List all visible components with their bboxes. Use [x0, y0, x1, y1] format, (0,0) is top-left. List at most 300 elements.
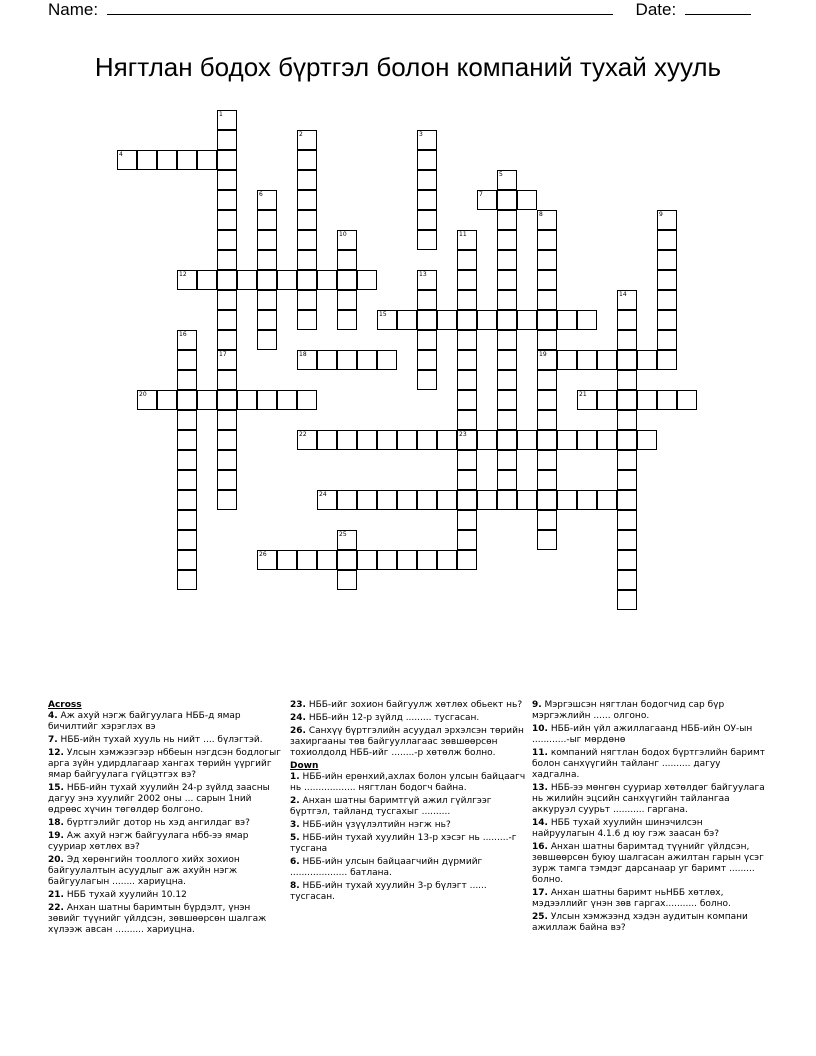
page-title: Нягтлан бодох бүртгэл болон компаний тухай хууль — [94, 52, 722, 82]
crossword-cell[interactable] — [537, 210, 557, 230]
crossword-cell[interactable] — [437, 310, 457, 330]
crossword-cell[interactable] — [617, 310, 637, 330]
crossword-cell[interactable] — [337, 250, 357, 270]
crossword-cell[interactable] — [617, 590, 637, 610]
crossword-cell[interactable] — [457, 350, 477, 370]
clue-text: Эд хөрөнгийн тооллого хийх зохион байгуулалтын асуудлыг аж ахуйн нэгж байгуулагын ........ хариуцна. — [48, 855, 240, 887]
crossword-cell[interactable] — [197, 390, 217, 410]
crossword-cell[interactable] — [417, 350, 437, 370]
crossword-cell[interactable] — [497, 290, 517, 310]
crossword-cell[interactable] — [297, 390, 317, 410]
crossword-cell[interactable] — [377, 350, 397, 370]
clue-number-label: 3. — [290, 820, 300, 830]
clue-item — [48, 711, 284, 733]
clue-number-label: 13. — [532, 783, 548, 793]
crossword-cell[interactable] — [457, 290, 477, 310]
crossword-cell[interactable] — [517, 310, 537, 330]
crossword-cell[interactable] — [617, 410, 637, 430]
crossword-cell[interactable] — [457, 330, 477, 350]
crossword-cell[interactable] — [417, 230, 437, 250]
clue-text: Анхан шатны баримт ньНББ хөтлөх, мэдээллийг үнэн зөв гаргах........... болно. — [532, 888, 731, 909]
crossword-cell[interactable] — [277, 390, 297, 410]
crossword-cell[interactable] — [217, 130, 237, 150]
crossword-cell[interactable] — [417, 330, 437, 350]
clue-item — [48, 831, 284, 853]
crossword-cell[interactable] — [497, 330, 517, 350]
crossword-cell[interactable] — [657, 270, 677, 290]
crossword-cell[interactable] — [137, 390, 157, 410]
clue-text: НББ-ийн ерөнхий,ахлах болон улсын байцаагч нь .................. нягтлан бодогч байна. — [290, 772, 526, 793]
crossword-cell[interactable] — [417, 190, 437, 210]
crossword-cell[interactable] — [217, 230, 237, 250]
crossword-cell[interactable] — [457, 370, 477, 390]
crossword-cell[interactable] — [517, 190, 537, 210]
crossword-cell[interactable] — [397, 430, 417, 450]
crossword-cell[interactable] — [257, 250, 277, 270]
crossword-cell[interactable] — [517, 430, 537, 450]
crossword-cell[interactable] — [337, 490, 357, 510]
crossword-cell[interactable] — [457, 230, 477, 250]
clue-item — [290, 700, 526, 711]
crossword-cell[interactable] — [257, 290, 277, 310]
crossword-cell[interactable] — [577, 490, 597, 510]
clue-text: Анхан шатны баримтын бүрдэлт, үнэн зөвийг түүнийг үйлдсэн, зөвшөөрсөн шалгаж хүлээж авсан .......... хариуцна. — [48, 903, 267, 935]
crossword-cell[interactable] — [217, 250, 237, 270]
crossword-cell[interactable] — [297, 550, 317, 570]
crossword-cell[interactable] — [537, 530, 557, 550]
crossword-cell[interactable] — [497, 270, 517, 290]
crossword-cell[interactable] — [177, 330, 197, 350]
crossword-cell[interactable] — [297, 350, 317, 370]
crossword-cell[interactable] — [217, 490, 237, 510]
clue-text: Анхан шатны баримтгүй ажил гүйлгээг бүртгэл, тайланд тусгахыг .......... — [290, 796, 492, 817]
crossword-cell[interactable] — [597, 350, 617, 370]
crossword-cell[interactable] — [437, 550, 457, 570]
clues-column-2 — [290, 700, 526, 905]
crossword-cell[interactable] — [557, 490, 577, 510]
crossword-cell[interactable] — [557, 350, 577, 370]
clue-item — [290, 820, 526, 831]
clue-item — [48, 818, 284, 829]
clue-number: 12 — [179, 271, 187, 278]
clue-number: 3 — [419, 131, 423, 138]
crossword-cell[interactable] — [417, 170, 437, 190]
crossword-cell[interactable] — [337, 430, 357, 450]
crossword-cell[interactable] — [237, 390, 257, 410]
crossword-cell[interactable] — [617, 430, 637, 450]
clue-number-label: 23. — [290, 700, 306, 710]
crossword-cell[interactable] — [497, 450, 517, 470]
crossword-cell[interactable] — [337, 550, 357, 570]
clue-text: Аж ахуй нэгж байгуулага НББ-д ямар бичилтийг хэрэглэх вэ — [48, 711, 241, 732]
crossword-cell[interactable] — [637, 430, 657, 450]
clue-number: 13 — [419, 271, 427, 278]
crossword-cell[interactable] — [257, 390, 277, 410]
clue-item — [48, 890, 284, 901]
crossword-cell[interactable] — [537, 370, 557, 390]
down-heading: Down — [290, 761, 319, 771]
crossword-cell[interactable] — [217, 150, 237, 170]
crossword-cell[interactable] — [337, 530, 357, 550]
clue-text: Анхан шатны баримтад түүнийг үйлдсэн, зөвшөөрсөн буюу шалгасан ажилтан гарын үсэг зурж тамга тэмдэг дарсанаар уг баримт ......... болно. — [532, 842, 764, 885]
crossword-cell[interactable] — [657, 230, 677, 250]
crossword-cell[interactable] — [197, 270, 217, 290]
crossword-cell[interactable] — [477, 310, 497, 330]
crossword-cell[interactable] — [357, 270, 377, 290]
crossword-cell[interactable] — [457, 430, 477, 450]
crossword-cell[interactable] — [297, 310, 317, 330]
crossword-cell[interactable] — [457, 550, 477, 570]
crossword-cell[interactable] — [337, 270, 357, 290]
crossword-cell[interactable] — [477, 430, 497, 450]
crossword-cell[interactable] — [457, 310, 477, 330]
crossword-cell[interactable] — [677, 390, 697, 410]
crossword-cell[interactable] — [557, 310, 577, 330]
clue-text: НББ-ийн үйл ажиллагаанд НББ-ийн ОУ-ын ............-ыг мөрдөнө — [532, 724, 753, 745]
crossword-cell[interactable] — [257, 330, 277, 350]
crossword-cell[interactable] — [177, 450, 197, 470]
clue-item — [532, 818, 768, 840]
crossword-cell[interactable] — [177, 370, 197, 390]
crossword-cell[interactable] — [617, 570, 637, 590]
crossword-cell[interactable] — [217, 190, 237, 210]
crossword-cell[interactable] — [317, 270, 337, 290]
clue-item — [532, 700, 768, 722]
crossword-cell[interactable] — [217, 350, 237, 370]
crossword-cell[interactable] — [497, 370, 517, 390]
crossword-cell[interactable] — [137, 150, 157, 170]
crossword-cell[interactable] — [457, 470, 477, 490]
crossword-cell[interactable] — [217, 210, 237, 230]
crossword-cell[interactable] — [177, 510, 197, 530]
crossword-cell[interactable] — [257, 270, 277, 290]
crossword-cell[interactable] — [257, 190, 277, 210]
crossword-cell[interactable] — [437, 490, 457, 510]
crossword-cell[interactable] — [317, 350, 337, 370]
crossword-cell[interactable] — [497, 430, 517, 450]
clue-number-label: 4. — [48, 711, 58, 721]
crossword-cell[interactable] — [537, 490, 557, 510]
crossword-cell[interactable] — [537, 410, 557, 430]
clue-text: НББ-ийн 12-р зүйлд ......... тусгасан. — [305, 713, 480, 723]
crossword-cell[interactable] — [157, 150, 177, 170]
crossword-cell[interactable] — [457, 510, 477, 530]
clue-number-label: 22. — [48, 903, 64, 913]
crossword-cell[interactable] — [377, 550, 397, 570]
crossword-cell[interactable] — [657, 390, 677, 410]
crossword-cell[interactable] — [217, 330, 237, 350]
crossword-cell[interactable] — [577, 430, 597, 450]
crossword-cell[interactable] — [537, 230, 557, 250]
crossword-cell[interactable] — [617, 390, 637, 410]
clue-item — [532, 748, 768, 781]
crossword-cell[interactable] — [297, 170, 317, 190]
crossword-cell[interactable] — [537, 470, 557, 490]
clue-number-label: 17. — [532, 888, 548, 898]
crossword-cell[interactable] — [637, 390, 657, 410]
clues-column-3 — [532, 700, 768, 936]
clue-text: НББ-ийн тухай хуулийн 13-р хэсэг нь .........-г тусгана — [290, 833, 517, 854]
crossword-cell[interactable] — [217, 450, 237, 470]
clues-column-1 — [48, 700, 284, 938]
crossword-cell[interactable] — [637, 350, 657, 370]
clue-number-label: 25. — [532, 912, 548, 922]
crossword-cell[interactable] — [597, 430, 617, 450]
crossword-cell[interactable] — [497, 390, 517, 410]
crossword-cell[interactable] — [457, 390, 477, 410]
clue-number-label: 20. — [48, 855, 64, 865]
crossword-cell[interactable] — [457, 490, 477, 510]
clue-number: 4 — [119, 151, 123, 158]
crossword-cell[interactable] — [337, 310, 357, 330]
crossword-cell[interactable] — [357, 430, 377, 450]
crossword-cell[interactable] — [217, 390, 237, 410]
crossword-cell[interactable] — [537, 310, 557, 330]
crossword-cell[interactable] — [417, 430, 437, 450]
crossword-cell[interactable] — [437, 430, 457, 450]
crossword-cell[interactable] — [617, 350, 637, 370]
crossword-cell[interactable] — [157, 390, 177, 410]
crossword-cell[interactable] — [477, 190, 497, 210]
crossword-cell[interactable] — [177, 410, 197, 430]
crossword-cell[interactable] — [317, 490, 337, 510]
crossword-cell[interactable] — [217, 290, 237, 310]
crossword-cell[interactable] — [617, 450, 637, 470]
crossword-cell[interactable] — [497, 310, 517, 330]
crossword-cell[interactable] — [457, 450, 477, 470]
crossword-cell[interactable] — [417, 150, 437, 170]
crossword-cell[interactable] — [297, 430, 317, 450]
crossword-cell[interactable] — [357, 550, 377, 570]
crossword-cell[interactable] — [257, 550, 277, 570]
crossword-cell[interactable] — [257, 310, 277, 330]
crossword-cell[interactable] — [317, 550, 337, 570]
clue-text: Аж ахуй нэгж байгуулага нбб-ээ ямар сууриар хөтлөх вэ? — [48, 831, 249, 852]
crossword-cell[interactable] — [497, 230, 517, 250]
clue-number-label: 11. — [532, 748, 548, 758]
crossword-cell[interactable] — [337, 350, 357, 370]
clue-number: 26 — [259, 551, 267, 558]
crossword-cell[interactable] — [177, 570, 197, 590]
crossword-cell[interactable] — [297, 150, 317, 170]
crossword-cell[interactable] — [497, 250, 517, 270]
clue-number-label: 24. — [290, 713, 306, 723]
crossword-cell[interactable] — [417, 270, 437, 290]
crossword-cell[interactable] — [497, 170, 517, 190]
down-clues-list — [290, 772, 526, 903]
clue-number-label: 14. — [532, 818, 548, 828]
crossword-cell[interactable] — [497, 210, 517, 230]
crossword-cell[interactable] — [417, 550, 437, 570]
clue-number: 1 — [219, 111, 223, 118]
crossword-cell[interactable] — [537, 350, 557, 370]
clue-number-label: 2. — [290, 796, 300, 806]
crossword-cell[interactable] — [537, 290, 557, 310]
crossword-cell[interactable] — [177, 270, 197, 290]
crossword-cell[interactable] — [617, 370, 637, 390]
crossword-cell[interactable] — [657, 350, 677, 370]
crossword-cell[interactable] — [257, 230, 277, 250]
clue-number-label: 6. — [290, 857, 300, 867]
crossword-cell[interactable] — [517, 490, 537, 510]
clue-number-label: 1. — [290, 772, 300, 782]
clue-number: 19 — [539, 351, 547, 358]
crossword-cell[interactable] — [257, 210, 277, 230]
clue-number: 20 — [139, 391, 147, 398]
crossword-cell[interactable] — [217, 470, 237, 490]
crossword-cell[interactable] — [217, 170, 237, 190]
crossword-cell[interactable] — [177, 490, 197, 510]
crossword-cell[interactable] — [377, 490, 397, 510]
crossword-cell[interactable] — [117, 150, 137, 170]
crossword-cell[interactable] — [457, 270, 477, 290]
clue-number-label: 5. — [290, 833, 300, 843]
clue-text: НББ-ийн улсын байцаагчийн дүрмийг .................... батлана. — [290, 857, 483, 878]
crossword-cell[interactable] — [337, 290, 357, 310]
clue-item — [290, 772, 526, 794]
crossword-cell[interactable] — [417, 210, 437, 230]
crossword-cell[interactable] — [597, 390, 617, 410]
crossword-cell[interactable] — [377, 310, 397, 330]
crossword-cell[interactable] — [497, 410, 517, 430]
crossword-cell[interactable] — [477, 490, 497, 510]
clue-number-label: 10. — [532, 724, 548, 734]
crossword-cell[interactable] — [577, 310, 597, 330]
clue-number: 16 — [179, 331, 187, 338]
clue-number-label: 18. — [48, 818, 64, 828]
crossword-cell[interactable] — [217, 270, 237, 290]
crossword-cell[interactable] — [177, 530, 197, 550]
clue-item — [532, 842, 768, 886]
crossword-cell[interactable] — [297, 270, 317, 290]
clue-text: НББ-ээ мөнгөн сууриар хөтөлдөг байгуулага нь жилийн эцсийн санхүүгийн тайлангаа аккуруэл суурьт ........... гаргана. — [532, 783, 765, 815]
clue-text: НББ-ийн тухай хуулийн 24-р зүйлд заасны дагуу энэ хуулийг 2002 оны ... сарын 1ний өдрөөс хүчин төгөлдөр болгоно. — [48, 783, 270, 815]
crossword-cell[interactable] — [577, 350, 597, 370]
crossword-cell[interactable] — [237, 270, 257, 290]
crossword-cell[interactable] — [397, 550, 417, 570]
clue-item — [290, 833, 526, 855]
across-heading: Across — [48, 700, 82, 710]
clue-item — [290, 857, 526, 879]
crossword-cell[interactable] — [337, 230, 357, 250]
clue-number: 23 — [459, 431, 467, 438]
crossword-cell[interactable] — [197, 150, 217, 170]
crossword-cell[interactable] — [657, 210, 677, 230]
clue-number: 10 — [339, 231, 347, 238]
clue-number: 7 — [479, 191, 483, 198]
crossword-cell[interactable] — [617, 510, 637, 530]
crossword-cell[interactable] — [597, 490, 617, 510]
crossword-cell[interactable] — [577, 390, 597, 410]
crossword-cell[interactable] — [377, 430, 397, 450]
crossword-cell[interactable] — [177, 150, 197, 170]
crossword-cell[interactable] — [537, 510, 557, 530]
crossword-cell[interactable] — [657, 290, 677, 310]
clue-number-label: 9. — [532, 700, 542, 710]
crossword-cell[interactable] — [417, 490, 437, 510]
crossword-cell[interactable] — [417, 290, 437, 310]
crossword-cell[interactable] — [297, 130, 317, 150]
crossword-cell[interactable] — [217, 410, 237, 430]
clue-text: НББ-ийн үзүүлэлтийн нэгж нь? — [299, 820, 451, 830]
clue-text: Улсын хэмжээгээр нббеын нэгдсэн бодлогыг арга зүйн удирдлагаар хангах төрийн үүргийг ямар байгуулага гүйцэтгэх вэ? — [48, 748, 281, 780]
crossword-cell[interactable] — [317, 430, 337, 450]
crossword-cell[interactable] — [457, 410, 477, 430]
crossword-cell[interactable] — [537, 450, 557, 470]
clue-item — [48, 748, 284, 781]
crossword-cell[interactable] — [337, 570, 357, 590]
clue-number: 8 — [539, 211, 543, 218]
crossword-cell[interactable] — [417, 370, 437, 390]
crossword-cell[interactable] — [217, 110, 237, 130]
crossword-cell[interactable] — [457, 530, 477, 550]
crossword-cell[interactable] — [217, 370, 237, 390]
crossword-cell[interactable] — [497, 190, 517, 210]
crossword-cell[interactable] — [177, 390, 197, 410]
crossword-cell[interactable] — [537, 250, 557, 270]
crossword-cell[interactable] — [357, 490, 377, 510]
crossword-cell[interactable] — [537, 270, 557, 290]
crossword-cell[interactable] — [657, 250, 677, 270]
crossword-cell[interactable] — [617, 530, 637, 550]
crossword-cell[interactable] — [217, 430, 237, 450]
crossword-cell[interactable] — [497, 470, 517, 490]
crossword-cell[interactable] — [177, 430, 197, 450]
crossword-cell[interactable] — [657, 310, 677, 330]
crossword-cell[interactable] — [277, 550, 297, 570]
crossword-cell[interactable] — [297, 230, 317, 250]
crossword-cell[interactable] — [297, 250, 317, 270]
crossword-cell[interactable] — [657, 330, 677, 350]
crossword-cell[interactable] — [177, 470, 197, 490]
clue-number: 6 — [259, 191, 263, 198]
crossword-cell[interactable] — [497, 350, 517, 370]
clue-item — [290, 726, 526, 759]
clue-item — [290, 881, 526, 903]
crossword-cell[interactable] — [497, 490, 517, 510]
crossword-cell[interactable] — [397, 310, 417, 330]
crossword-cell[interactable] — [537, 430, 557, 450]
clue-number: 2 — [299, 131, 303, 138]
crossword-cell[interactable] — [617, 490, 637, 510]
crossword-cell[interactable] — [617, 290, 637, 310]
crossword-cell[interactable] — [557, 430, 577, 450]
crossword-cell[interactable] — [297, 190, 317, 210]
crossword-cell[interactable] — [617, 470, 637, 490]
clue-item — [532, 912, 768, 934]
clue-item — [48, 783, 284, 816]
crossword-cell[interactable] — [417, 310, 437, 330]
clue-number-label: 12. — [48, 748, 64, 758]
crossword-cell[interactable] — [537, 390, 557, 410]
crossword-cell[interactable] — [297, 290, 317, 310]
clue-text: Мэргэшсэн нягтлан бодогчид сар бүр мэргэжлийн ...... олгоно. — [532, 700, 725, 721]
crossword-cell[interactable] — [177, 550, 197, 570]
date-label: Date: — [635, 0, 677, 19]
crossword-cell[interactable] — [357, 350, 377, 370]
crossword-cell[interactable] — [277, 270, 297, 290]
crossword-cell[interactable] — [297, 210, 317, 230]
crossword-cell[interactable] — [397, 490, 417, 510]
crossword-cell[interactable] — [617, 550, 637, 570]
crossword-cell[interactable] — [217, 310, 237, 330]
crossword-cell[interactable] — [537, 330, 557, 350]
crossword-cell[interactable] — [617, 330, 637, 350]
crossword-cell[interactable] — [457, 250, 477, 270]
crossword-cell[interactable] — [177, 350, 197, 370]
clue-text: Санхүү бүртгэлийн асуудал эрхэлсэн төрийн захиргааны төв байгууллагаас зөвшөөрсөн тохиолдолд НББ-ийг ........-р хөтөлж болно. — [290, 726, 524, 758]
crossword-cell[interactable] — [417, 130, 437, 150]
